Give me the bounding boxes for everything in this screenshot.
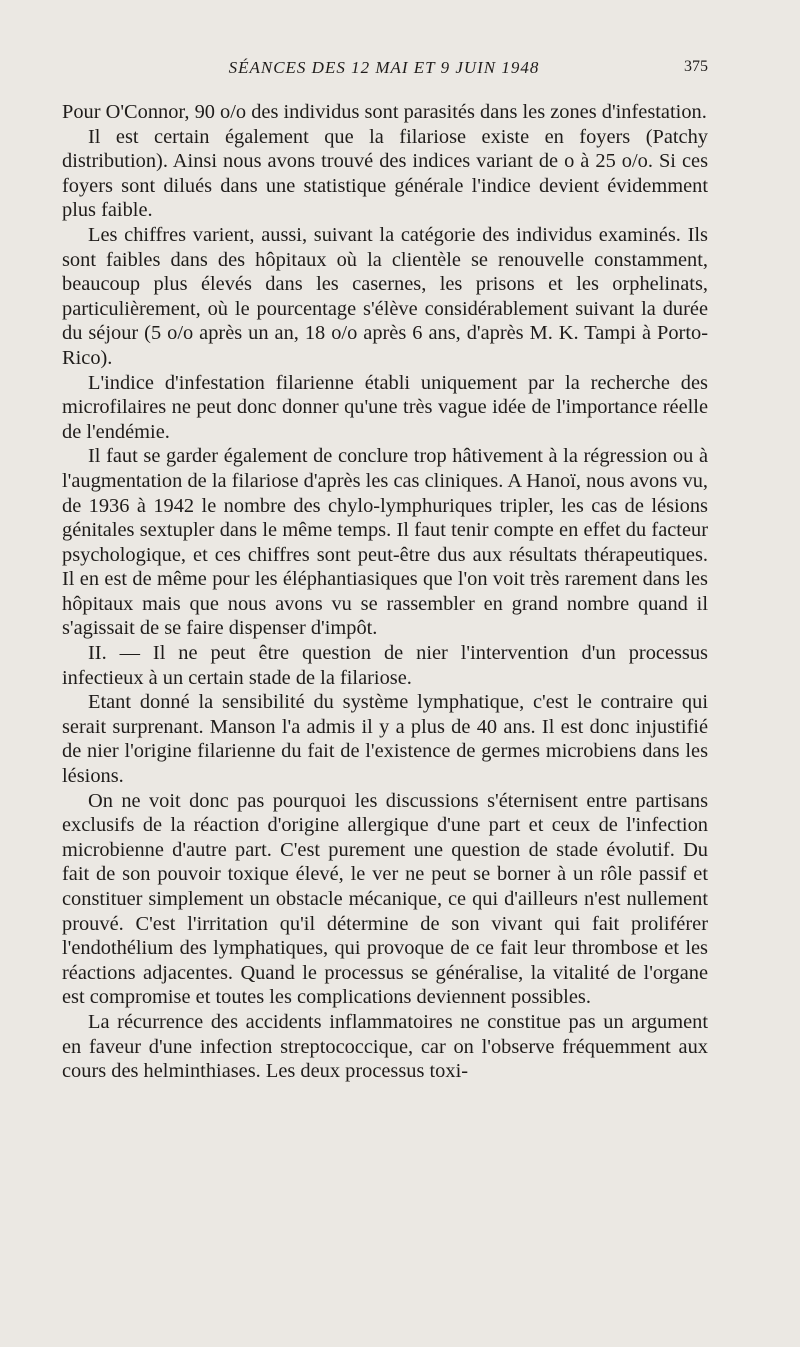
paragraph-7: Etant donné la sensibilité du système lymphatique, c'est le contraire qui serait surprenant. Manson l'a admis il y a plus de 40 ans. Il est donc injustifié de nier l'origine filarienne du fait de l'existence de germes microbiens dans les lésions. — [62, 691, 708, 788]
paragraph-9: La récurrence des accidents inflammatoires ne constitue pas un argument en faveur d'une infection streptococcique, car on l'observe fréquemment aux cours des helminthiases. Les deux processus toxi- — [62, 1010, 708, 1083]
paragraph-1: Pour O'Connor, 90 o/o des individus sont parasités dans les zones d'infestation. — [62, 101, 707, 123]
body-text — [62, 100, 708, 1084]
page-number: 375 — [684, 58, 708, 75]
page-header — [60, 58, 708, 82]
running-title: SÉANCES DES 12 MAI ET 9 JUIN 1948 — [228, 58, 540, 77]
paragraph-5: Il faut se garder également de conclure trop hâtivement à la régression ou à l'augmentation de la filariose d'après les cas cliniques. A Hanoï, nous avons vu, de 1936 à 1942 le nombre des chylo-lymphuriques tripler, les cas de lésions génitales sextupler dans le même temps. Il faut tenir compte en effet du facteur psychologique, et ces chiffres sont peut-être dus aux résultats thérapeutiques. Il en est de même pour les éléphantiasiques que l'on voit très rarement dans les hôpitaux mais que nous avons vu se rassembler en grand nombre quand il s'agissait de se faire dispenser d'impôt. — [62, 445, 708, 640]
paragraph-2: Il est certain également que la filariose existe en foyers (Patchy distribution). Ainsi nous avons trouvé des indices variant de o à 25 o/o. Si ces foyers sont dilués dans une statistique générale l'indice devient évidemment plus faible. — [62, 125, 708, 222]
paragraph-8: On ne voit donc pas pourquoi les discussions s'éternisent entre partisans exclusifs de la réaction d'origine allergique d'une part et ceux de l'infection microbienne d'autre part. C'est purement une question de stade évolutif. Du fait de son pouvoir toxique élevé, le ver ne peut se borner à un rôle passif et constituer simplement un obstacle mécanique, ce qui d'ailleurs n'est nullement prouvé. C'est l'irritation qu'il détermine de son vivant qui fait proliférer l'endothélium des lymphatiques, qui provoque de ce fait leur thrombose et les réactions adjacentes. Quand le processus se généralise, la vitalité de l'organe est compromise et toutes les complications deviennent possibles. — [62, 789, 708, 1009]
paragraph-3: Les chiffres varient, aussi, suivant la catégorie des individus examinés. Ils sont faibles dans des hôpitaux où la clientèle se renouvelle constamment, beaucoup plus élevés dans les casernes, les prisons et les orphelinats, particulièrement, où le pourcentage s'élève considérablement suivant la durée du séjour (5 o/o après un an, 18 o/o après 6 ans, d'après M. K. Tampi à Porto-Rico). — [62, 223, 708, 369]
paragraph-4: L'indice d'infestation filarienne établi uniquement par la recherche des microfilaires ne peut donc donner qu'une très vague idée de l'importance réelle de l'endémie. — [62, 371, 708, 443]
paragraph-6: II. — Il ne peut être question de nier l'intervention d'un processus infectieux à un certain stade de la filariose. — [62, 642, 708, 689]
